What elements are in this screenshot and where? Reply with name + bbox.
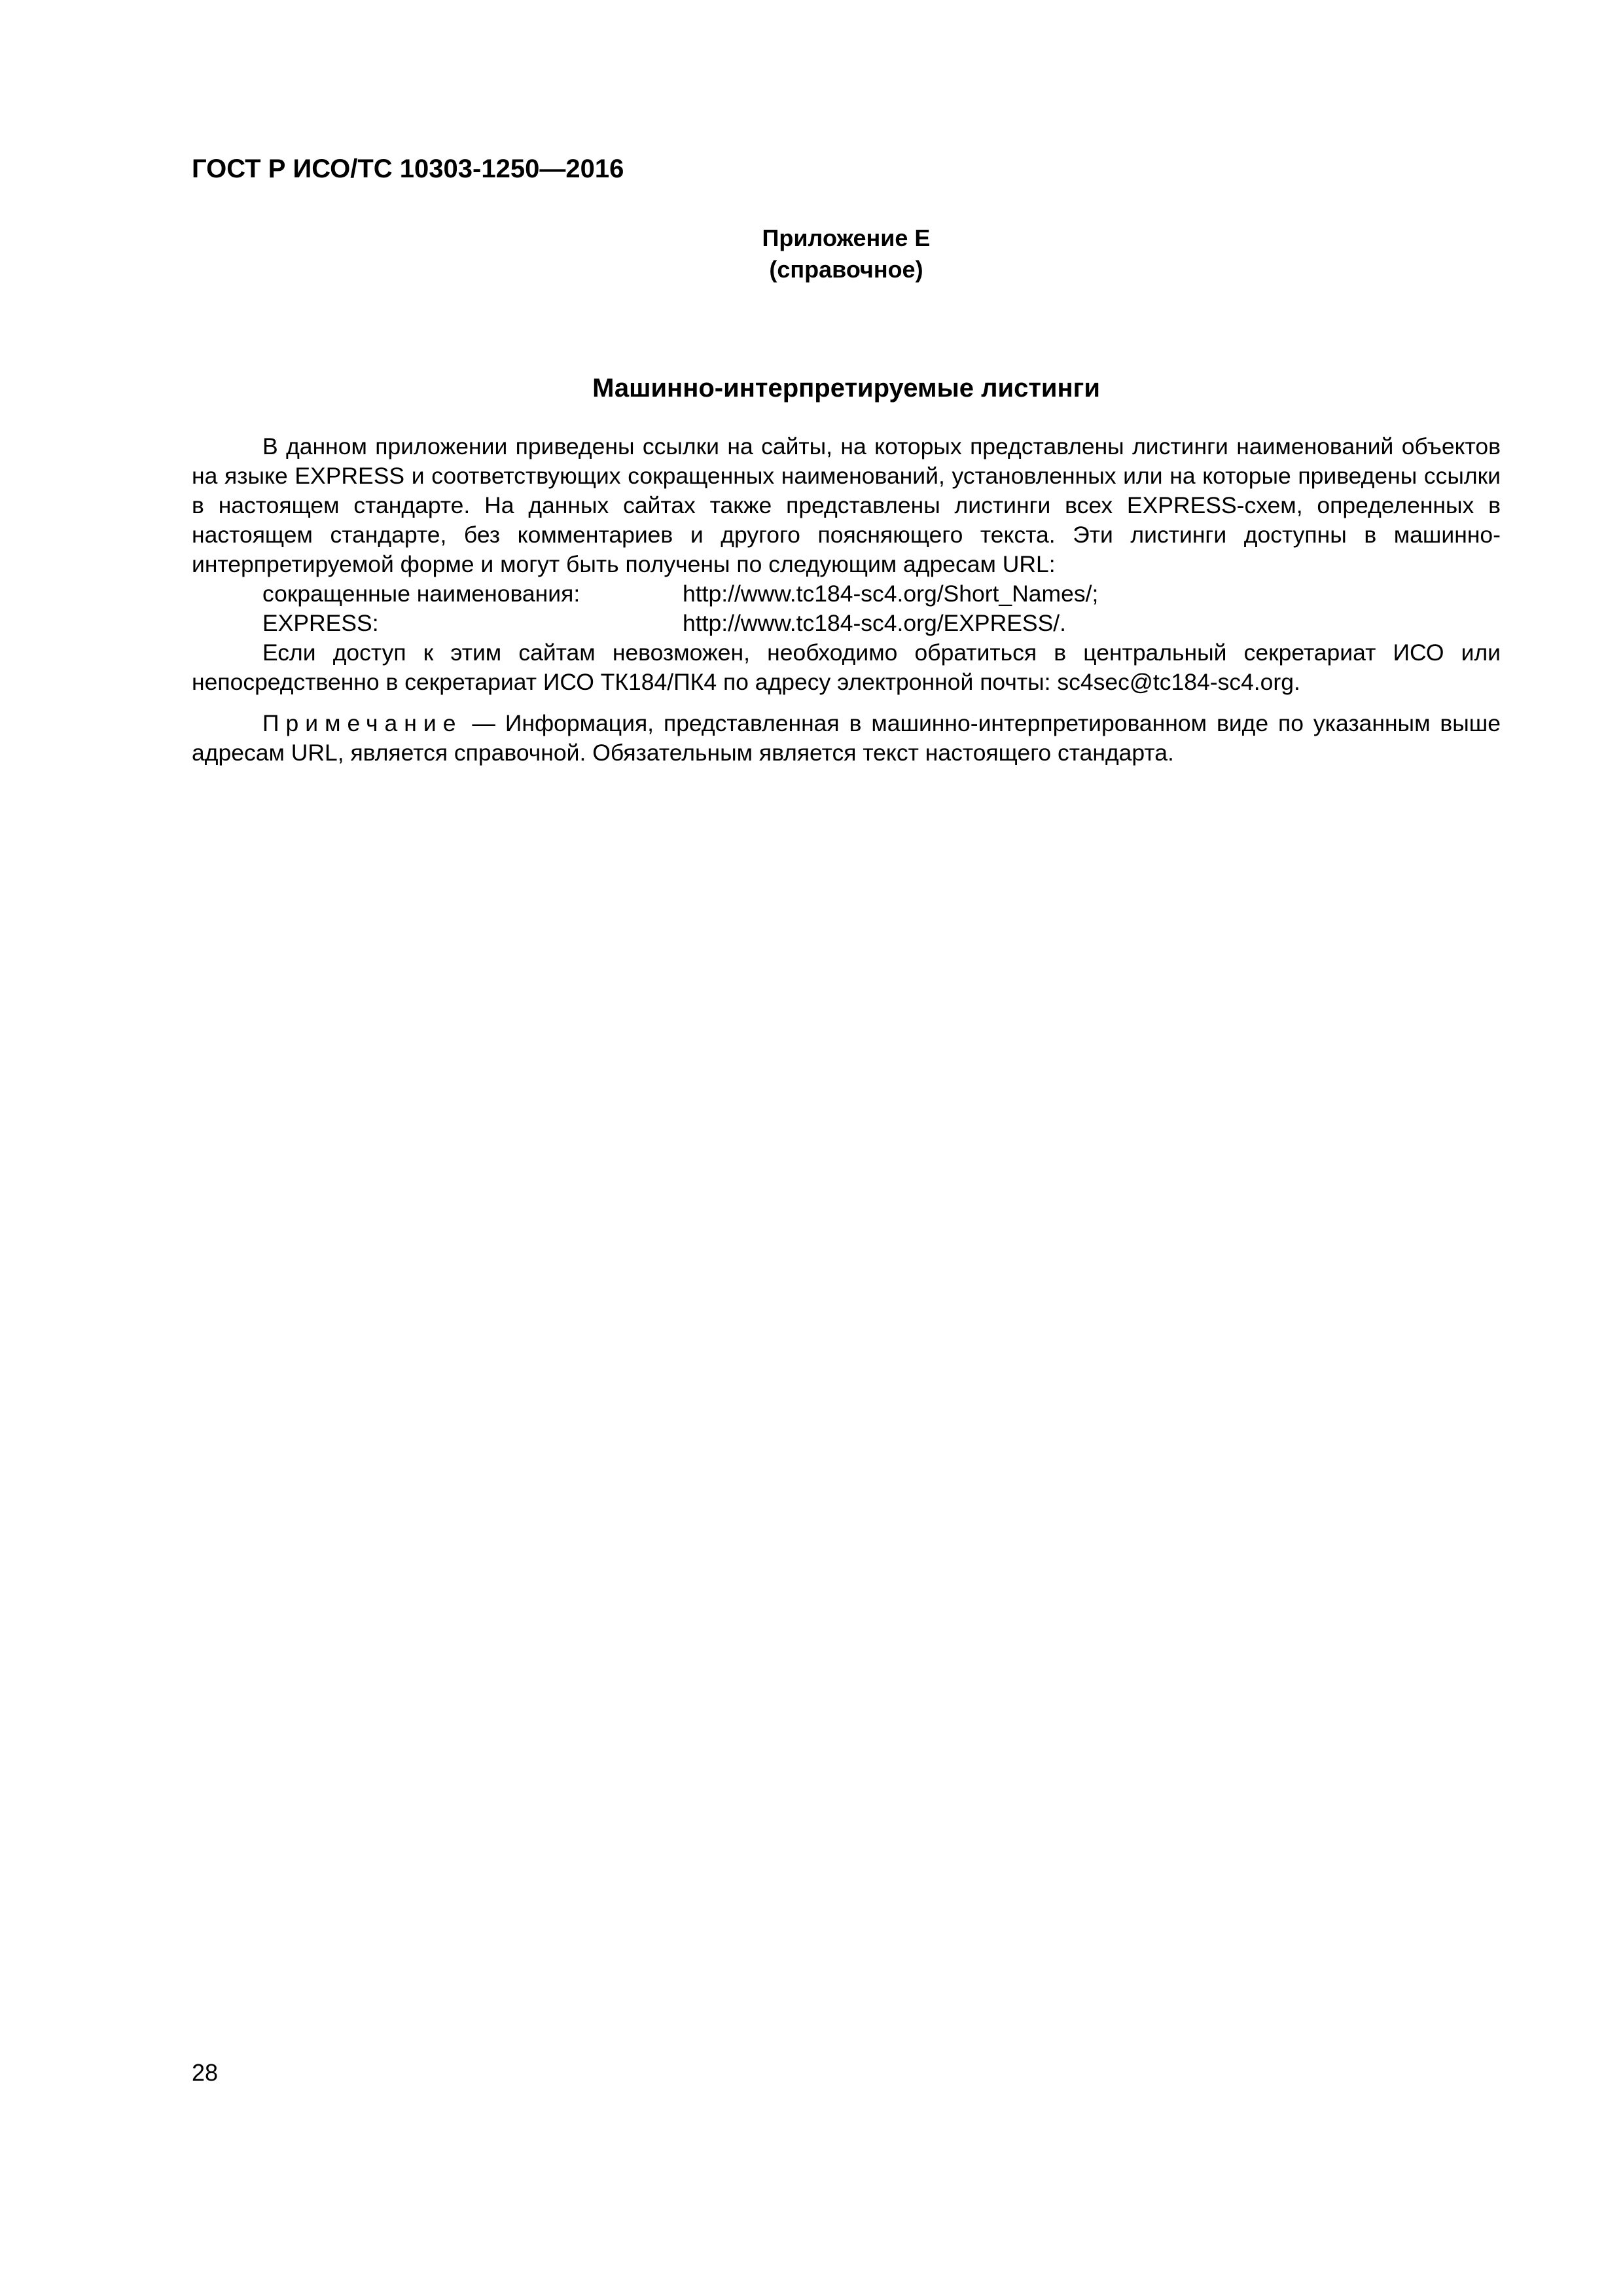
url-link[interactable]: http://www.tc184-sc4.org/EXPRESS/. [683,610,1066,636]
annex-heading [192,223,1501,285]
note-text: — Информация, представленная в машинно-интерпретированном виде по указанным выше адресам URL, является справочной. Обязательным является текст настоящего стандарта. [192,710,1501,766]
annex-title: Машинно-интерпретируемые листинги [592,374,1100,403]
standard-id: ГОСТ Р ИСО/ТС 10303-1250—2016 [192,154,624,183]
url-row-short-names [192,579,1501,609]
url-link[interactable]: http://www.tc184-sc4.org/Short_Names/; [683,581,1099,607]
note-label: Примечание [262,710,463,736]
url-row-express [192,609,1501,638]
url-label: EXPRESS: [262,610,379,636]
annex-status: (справочное) [769,256,923,283]
contact-paragraph: Если доступ к этим сайтам невозможен, необходимо обратиться в центральный секретариат ИСО или непосредственно в секретариат ИСО ТК184/ПК4 по адресу электронной почты: sc4sec@tc184-sc4.org. [192,639,1501,695]
annex-label: Приложение Е [762,224,931,251]
intro-paragraph: В данном приложении приведены ссылки на сайты, на которых представлены листинги наименований объектов на языке EXPRESS и соответствующих сокращенных наименований, установленных или на которые приведены ссылки в настоящем стандарте. На данных сайтах также представлены листинги всех EXPRESS-схем, определенных в настоящем стандарте, без комментариев и другого поясняющего текста. Эти листинги доступны в машинно-интерпретируемой форме и могут быть получены по следующим адресам URL: [192,433,1501,577]
page-number: 28 [192,2059,219,2086]
note-paragraph [192,709,1501,768]
document-header [192,149,624,188]
annex-body [192,432,1501,768]
url-label: сокращенные наименования: [262,581,580,607]
